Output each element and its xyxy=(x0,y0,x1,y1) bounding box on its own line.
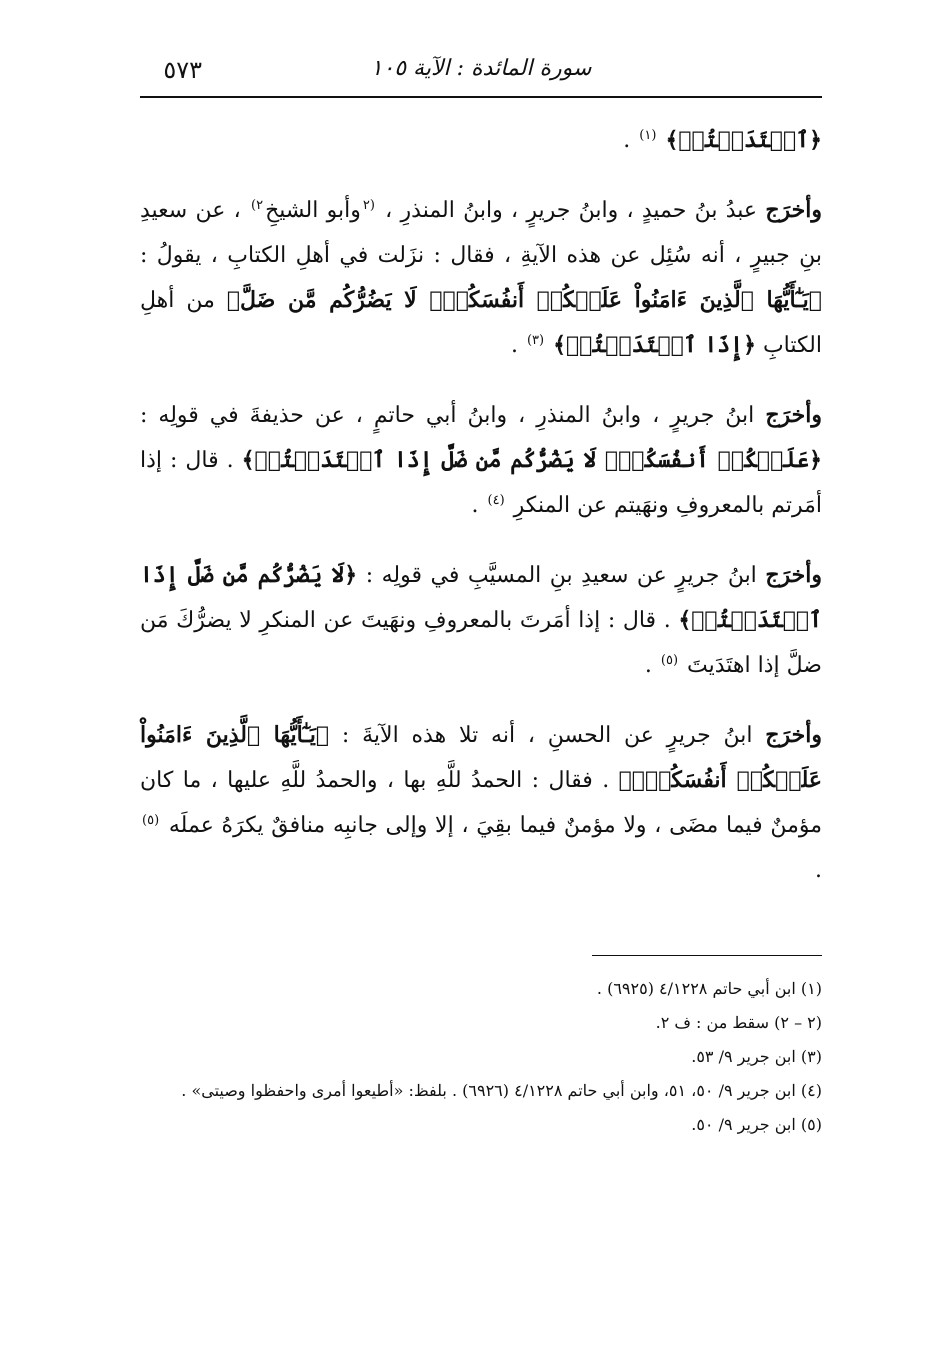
paragraph-hudhayfa xyxy=(140,393,822,528)
quran-verse: ﴿لَا يَضُرُّكُم مَّن ضَلَّ إِذَا ٱهۡتَدَيۡتُمۡ﴾ xyxy=(140,562,822,633)
footnote-ref: (١) xyxy=(639,127,657,143)
paragraph-al-hasan xyxy=(140,713,822,893)
paragraph-said-ibn-jubayr xyxy=(140,188,822,368)
footnotes xyxy=(140,972,822,1142)
footnote-ref: (٢ xyxy=(362,197,375,213)
paragraph-text: . قال : إذا أمَرتم بالمعروفِ ونهَيتم عن المنكرِ xyxy=(140,448,822,518)
footnote-item: (١) ابن أبي حاتم ٤/١٢٢٨ (٦٩٢٥) . xyxy=(596,979,822,998)
paragraph-text: . قال : إذا أمَرتَ بالمعروفِ ونهَيتَ عن المنكرِ لا يضرُّكَ مَن ضلَّ إذا اهتَدَيتَ xyxy=(140,608,822,678)
sentence-end: . xyxy=(815,858,822,883)
header-title: سورة المائدة : الآية ١٠٥ xyxy=(370,56,592,81)
footnote-item: (٤) ابن جرير ٩/ ٥٠، ٥١، وابن أبي حاتم ٤/١٢٢٨ (٦٩٢٦) . بلفظ: «أطيعوا أمرى واحفظوا وصيتى» . xyxy=(181,1081,822,1100)
footnote-item: (٢ – ٢) سقط من : ف ٢. xyxy=(655,1013,822,1032)
quran-verse: ﴿عَلَيۡكُمۡ أَنفُسَكُمۡۖ لَا يَضُرُّكُم مَّن ضَلَّ إِذَا ٱهۡتَدَيۡتُمۡ﴾ xyxy=(241,447,822,473)
footnote-ref: (٤) xyxy=(487,492,505,508)
quran-verse: ﴿إِذَا ٱهۡتَدَيۡتُمۡ﴾ xyxy=(553,332,756,358)
sentence-end: . xyxy=(623,128,631,153)
quran-verse: ﴿يَـٰٓأَيُّهَا ٱلَّذِينَ ءَامَنُواْ عَلَيۡكُمۡ أَنفُسَكُمۡۖ﴾ xyxy=(140,722,822,793)
paragraph-text: من أهلِ الكتابِ xyxy=(140,288,822,358)
footnote-ref: ٢) xyxy=(251,197,264,213)
paragraph-continuation xyxy=(140,118,822,163)
paragraph-text: عبدُ بنُ حميدٍ ، وابنُ جريرٍ ، وابنُ المنذرِ ، xyxy=(385,198,758,223)
footnote-ref: (٣) xyxy=(526,332,545,348)
quran-verse: ﴿ٱهۡتَدَيۡتُمۡ﴾ xyxy=(665,127,822,153)
paragraph-text: ابنُ جريرٍ عن الحسنِ ، أنه تلا هذه الآيةَ : xyxy=(341,723,753,748)
body-text xyxy=(140,118,822,918)
paragraph-text: وأبو الشيخِ xyxy=(265,198,361,223)
sentence-end: . xyxy=(471,493,479,518)
paragraph-text: ابنُ جريرٍ عن سعيدِ بنِ المسيَّبِ في قولِه : xyxy=(365,563,757,588)
sentence-end: . xyxy=(644,653,652,678)
sentence-end: . xyxy=(510,333,518,358)
quran-verse: ﴿يَـٰٓأَيُّهَا ٱلَّذِينَ ءَامَنُواْ عَلَيۡكُمۡ أَنفُسَكُمۡۖ لَا يَضُرُّكُم مَّن ضَلَّ﴾ xyxy=(226,287,822,313)
paragraph-lead: وأخرَج xyxy=(765,197,822,223)
paragraph-text: ابنُ جريرٍ ، وابنُ المنذرِ ، وابنُ أبي حاتمٍ ، عن حذيفةَ في قولِه : xyxy=(140,403,755,428)
footnote-ref: (٥) xyxy=(142,812,160,828)
paragraph-lead: وأخرَج xyxy=(765,722,822,748)
running-header xyxy=(140,52,822,92)
paragraph-ibn-al-musayyib xyxy=(140,553,822,688)
paragraph-text: ، عن سعيدِ بنِ جبيرٍ ، أنه سُئِل عن هذه الآيةِ ، فقال : نزَلت في أهلِ الكتابِ ، يقولُ : xyxy=(140,198,822,268)
footnote-item: (٥) ابن جرير ٩/ ٥٠. xyxy=(691,1115,822,1134)
paragraph-text: . فقال : الحمدُ للَّهِ بها ، والحمدُ للَّهِ عليها ، ما كان مؤمنٌ فيما مضَى ، ولا مؤمنٌ فيما بقِيَ ، إلا وإلى جانبِه منافقٌ يكرَهُ عملَه xyxy=(140,768,823,838)
paragraph-lead: وأخرَج xyxy=(765,562,823,588)
footnote-separator xyxy=(592,955,822,956)
header-rule xyxy=(140,96,822,98)
paragraph-lead: وأخرَج xyxy=(765,402,822,428)
footnote-ref: (٥) xyxy=(660,652,679,668)
footnote-item: (٣) ابن جرير ٩/ ٥٣. xyxy=(691,1047,822,1066)
page-number: ٥٧٣ xyxy=(163,56,202,84)
